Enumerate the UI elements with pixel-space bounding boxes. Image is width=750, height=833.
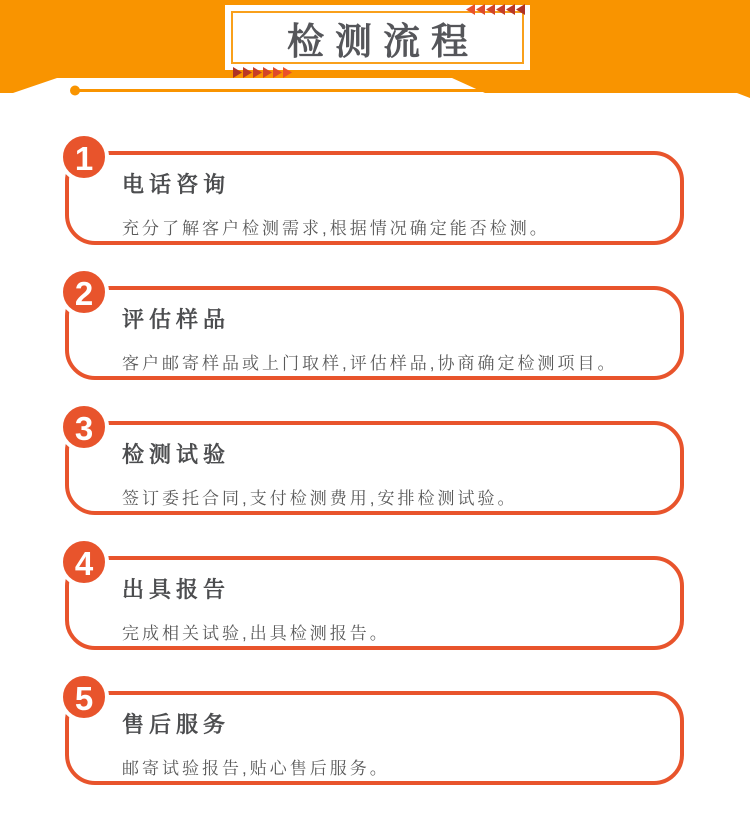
arrow-left-icon (486, 4, 495, 15)
header-rule-dot (70, 86, 80, 96)
step-card-2 (65, 275, 684, 380)
step-title: 评估样品 (122, 307, 231, 332)
arrow-right-icon (273, 67, 282, 78)
steps-list (65, 140, 684, 785)
step-card-4 (65, 545, 684, 650)
step-description: 签订委托合同,支付检测费用,安排检测试验。 (122, 489, 518, 508)
arrow-left-icon (476, 4, 485, 15)
step-number-badge: 1 (59, 132, 109, 182)
step-card-3 (65, 410, 684, 515)
step-title: 检测试验 (122, 442, 231, 467)
arrow-right-icon (263, 67, 272, 78)
step-number-badge: 2 (59, 267, 109, 317)
step-card-1 (65, 140, 684, 245)
arrow-right-icon (253, 67, 262, 78)
arrow-right-icons (233, 67, 292, 78)
step-title: 电话咨询 (122, 172, 231, 197)
step-description: 客户邮寄样品或上门取样,评估样品,协商确定检测项目。 (122, 354, 618, 373)
step-number-badge: 4 (59, 537, 109, 587)
header (0, 0, 750, 100)
step-title: 售后服务 (122, 712, 231, 737)
step-description: 充分了解客户检测需求,根据情况确定能否检测。 (122, 219, 550, 238)
step-card-5 (65, 680, 684, 785)
arrow-left-icon (496, 4, 505, 15)
page-title: 检测流程 (287, 20, 479, 62)
arrow-left-icon (466, 4, 475, 15)
step-number-badge: 5 (59, 672, 109, 722)
arrow-right-icon (283, 67, 292, 78)
step-description: 完成相关试验,出具检测报告。 (122, 624, 390, 643)
arrow-left-icon (506, 4, 515, 15)
step-number-badge: 3 (59, 402, 109, 452)
step-title: 出具报告 (122, 577, 231, 602)
title-box-border (231, 11, 524, 64)
arrow-left-icons (466, 4, 525, 15)
arrow-right-icon (233, 67, 242, 78)
step-description: 邮寄试验报告,贴心售后服务。 (122, 759, 390, 778)
arrow-right-icon (243, 67, 252, 78)
arrow-left-icon (516, 4, 525, 15)
